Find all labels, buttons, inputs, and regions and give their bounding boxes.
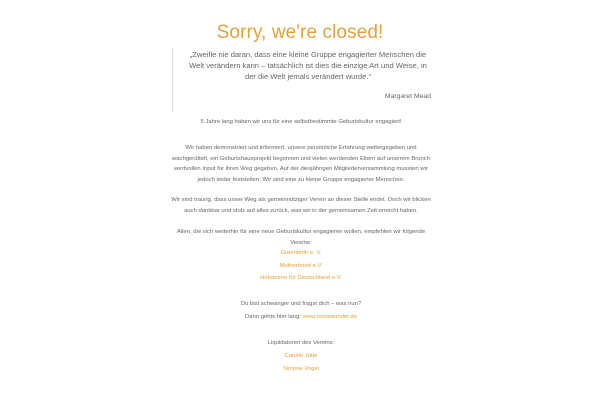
farewell-paragraph: Wir sind traurig, dass unser Weg als gemeinnütziger Verein an dieser Stelle endet. Doch wir blicken auch dankbar und stolz auf alles zurück, was wir in der gemeinsamen Zeit erreicht haben.	[171, 197, 431, 214]
pregnant-question: Du bist schwanger und fragst dich – was nun?	[240, 301, 362, 307]
history-paragraph: Wir haben demonstriert und informiert, unsere persönliche Erfahrung weitergegeben und wachgerüttelt, ein Geburtshausprojekt begonnen und vielen werdenden Eltern auf unserem Brunch wertvollen Input für ihren Weg gegeben. Auf der diesjährigen Mitgliederversammlung mussten wir jedoch leider feststellen: Wir sind eine zu kleine Gruppe engagierter Menschen.	[171, 145, 431, 184]
quote-author: Margaret Mead	[384, 93, 431, 100]
link-motherhood[interactable]: Motherhood e.V.	[279, 263, 323, 269]
page-title: Sorry, we're closed!	[216, 22, 384, 43]
recommendation-paragraph: Allen, die sich weiterhin für eine neue Geburtskultur engagieren wollen, empfehlen wir folgende Vereine:	[176, 229, 426, 246]
link-hebamme[interactable]: Hebamme für Deutschland e.V.	[260, 275, 342, 281]
link-greenbirth[interactable]: Greenbirth e. V.	[280, 250, 322, 256]
intro-text: 5 Jahre lang haben wir uns für eine selbstbestimmte Geburtskultur engagiert!	[200, 119, 402, 125]
org-link-hebamme	[170, 273, 432, 284]
more-info-line	[170, 312, 432, 323]
org-link-greenbirth	[170, 248, 432, 259]
liquidator-1-line	[170, 351, 432, 362]
quote-block	[172, 48, 431, 112]
nonawunder-link[interactable]: www.nonawunder.de	[302, 314, 357, 320]
liquidator-link-jutte[interactable]: Carolin Jütte	[284, 353, 318, 359]
more-info-prefix: Dann gehts hier lang:	[244, 314, 301, 320]
quote-text: „Zweifle nie daran, dass eine kleine Gruppe engagierter Menschen die Welt verändern kann – tatsächlich ist dies die einzige Art und Weise, in der die Welt jemals verändert wurde.“	[189, 50, 427, 81]
liquidators-heading: Liquidatoren des Vereins:	[267, 340, 335, 346]
liquidator-2-line	[170, 364, 432, 375]
org-link-motherhood	[170, 261, 432, 272]
liquidator-link-vogel[interactable]: Simone Vogel	[282, 366, 320, 372]
